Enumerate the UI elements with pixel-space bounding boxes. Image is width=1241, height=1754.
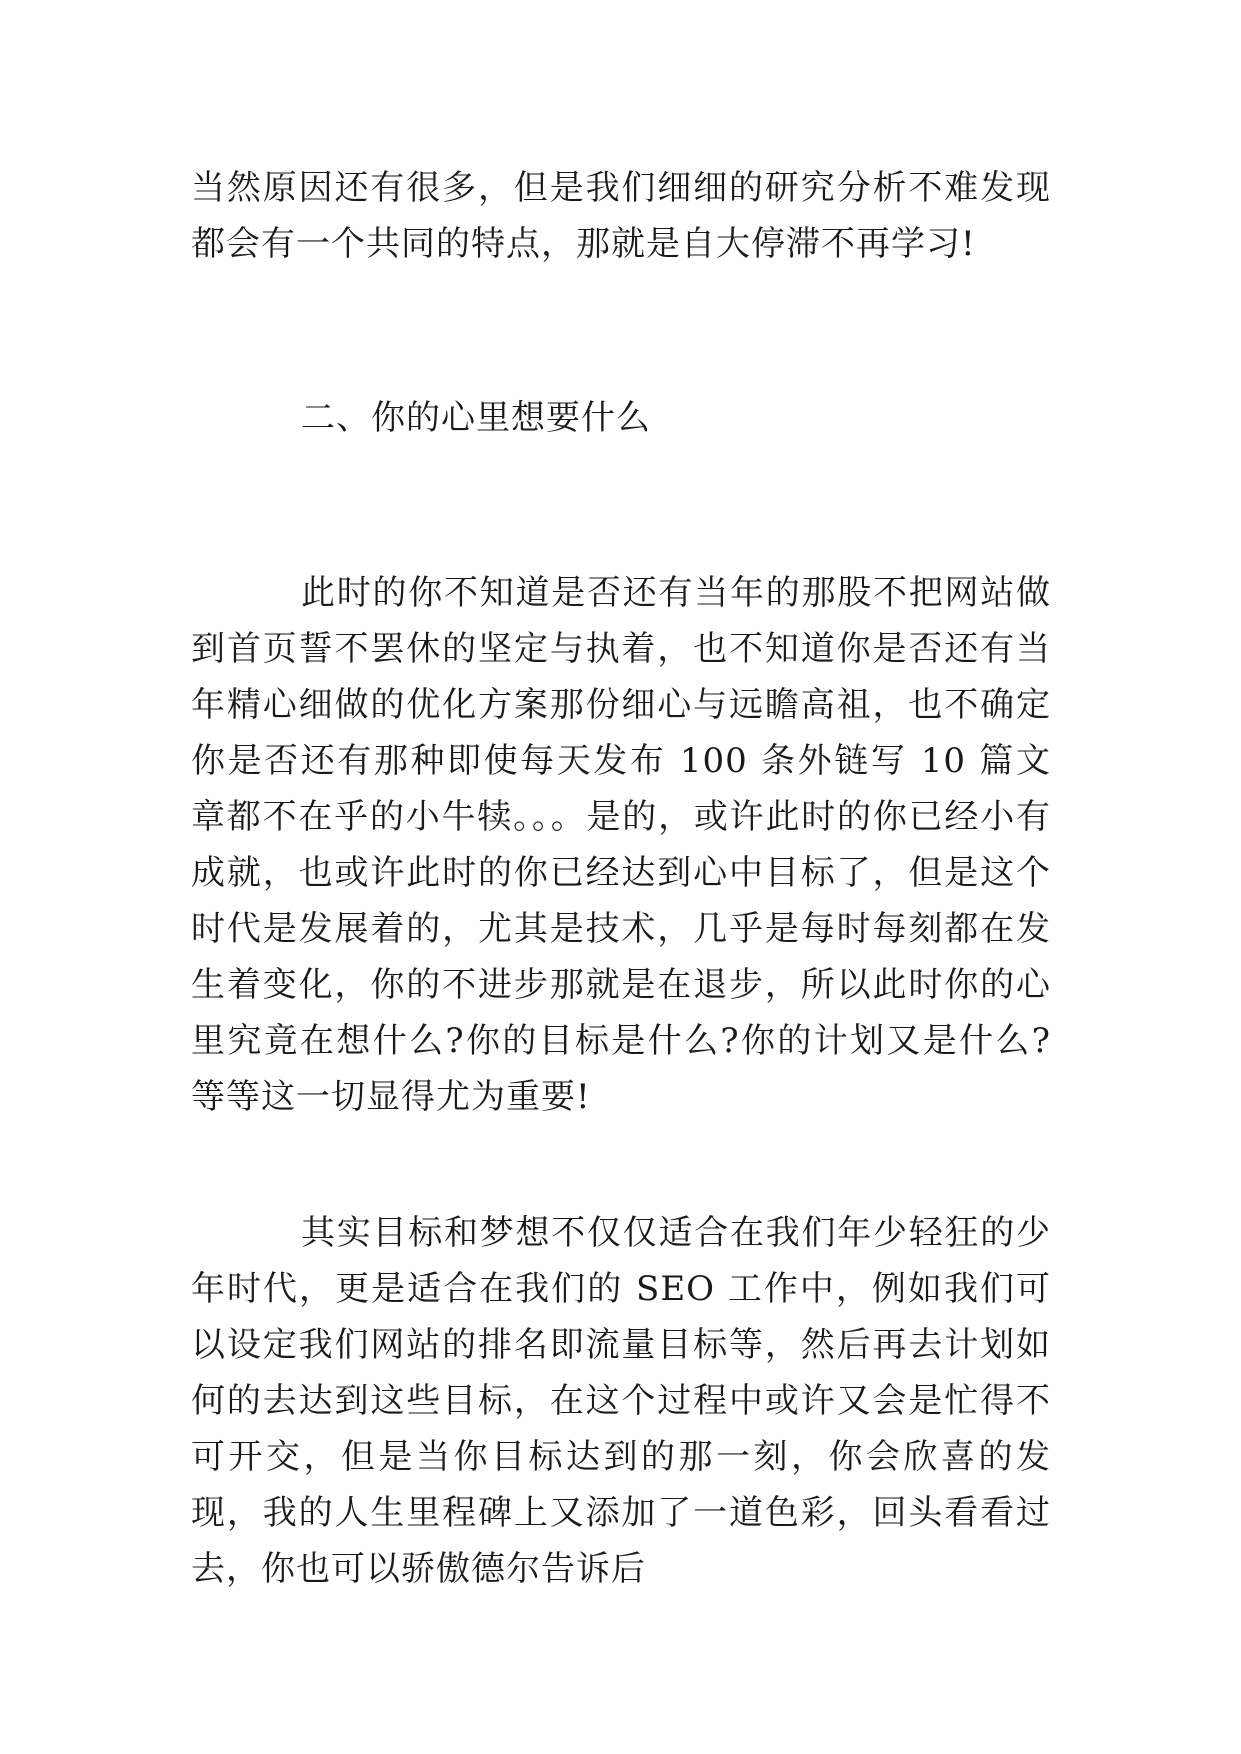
- paragraph-causes: 当然原因还有很多，但是我们细细的研究分析不难发现都会有一个共同的特点，那就是自大停滞不再学习!: [191, 168, 1051, 264]
- paragraph-reflection: 此时的你不知道是否还有当年的那股不把网站做到首页誓不罢休的坚定与执着，也不知道你是否还有当年精心细做的优化方案那份细心与远瞻高祖，也不确定你是否还有那种即使每天发布 100 条外链写 10 篇文章都不在乎的小牛犊。。。是的，或许此时的你已经小有成就，也或许此时的你已经达到心中目标了，但是这个时代是发展着的，尤其是技术，几乎是每时每刻都在发生着变化，你的不进步那就是在退步，所以此时你的心里究竟在想什么?你的目标是什么?你的计划又是什么?等等这一切显得尤为重要!: [191, 573, 1051, 1117]
- paragraph-goals: 其实目标和梦想不仅仅适合在我们年少轻狂的少年时代，更是适合在我们的 SEO 工作中，例如我们可以设定我们网站的排名即流量目标等，然后再去计划如何的去达到这些目标，在这个过程中或许又会是忙得不可开交，但是当你目标达到的那一刻，你会欣喜的发现，我的人生里程碑上又添加了一道色彩，回头看看过去，你也可以骄傲德尔告诉后: [191, 1213, 1051, 1589]
- section-heading: 二、你的心里想要什么: [301, 398, 651, 438]
